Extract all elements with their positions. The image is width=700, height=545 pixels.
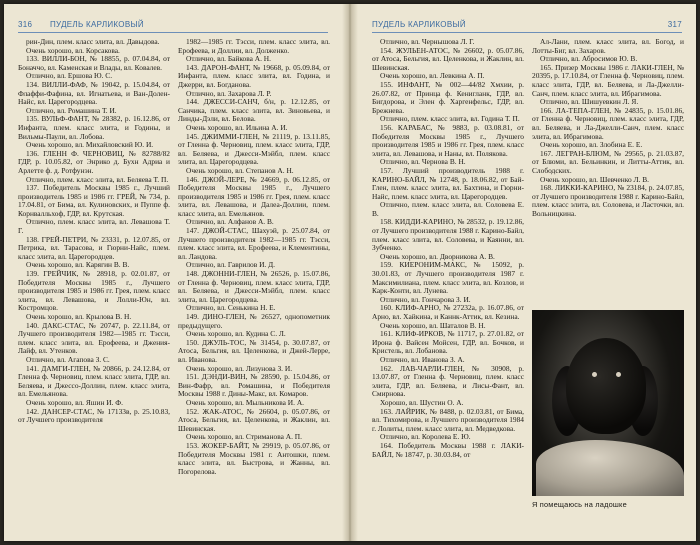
text-paragraph: 157. Лучший производитель 1988 г. КАРИНО-БАЙЛ, № 12748, р. 18.06.82, от Бай-Глен, плем. класс элита, вл. Бахтина, и Гюрни-Найс, плем. класс элита, вл. Царегородцев. bbox=[372, 165, 524, 201]
text-paragraph: Очень хорошо, вл. Степанов А. Н. bbox=[186, 165, 294, 175]
left-column-1 bbox=[18, 38, 170, 531]
text-paragraph: Отлично, вл. Абросимов Ю. В. bbox=[540, 54, 638, 64]
text-paragraph: 161. КЛИФ-ИРКОВ, № 11717, р. 27.01.82, от Ирона ф. Вайсен Мойсен, ГДР, вл. Бочков, и Кристель, вл. Лобанова. bbox=[372, 329, 524, 356]
text-paragraph: Отлично, вл. Гончарова З. И. bbox=[380, 294, 471, 304]
text-paragraph: Очень хорошо, вл. Лизунова З. И. bbox=[186, 363, 293, 373]
text-paragraph: Отлично, вл. Иванова З. А. bbox=[380, 354, 465, 364]
text-paragraph: 165. Призер Москвы 1986 г. ЛАКИ-ГЛЕН, № 20395, р. 17.10.84, от Гленна ф. Черновиц, плем. класс элита, ГДР, вл. Беляева, и Ла-Джелли-Санч, плем. класс элита, вл. Ибрагимова. bbox=[532, 62, 684, 98]
text-paragraph: 138. ГРЕЙ-ПЕТРИ, № 23331, р. 12.07.85, от Петрика, вл. Тарасова, и Гюрни-Найс, плем. класс элита, вл. Царегородцев. bbox=[18, 234, 170, 261]
right-columns bbox=[372, 38, 686, 531]
right-running-head bbox=[372, 20, 682, 33]
right-page bbox=[358, 4, 696, 541]
text-paragraph: Отлично, плем. класс элита, вл. Соловева Е. В. bbox=[372, 200, 524, 218]
poodle-photo bbox=[532, 310, 684, 496]
text-paragraph: Отлично, вл. Байкова А. Н. bbox=[186, 54, 271, 64]
text-paragraph: Отлично, плем. класс элита, вл. Година Т. П. bbox=[380, 114, 520, 124]
text-paragraph: Отлично, вл. Ромашина Т. И. bbox=[26, 105, 117, 115]
text-paragraph: Очень хорошо, вл. Стриманова А. П. bbox=[186, 432, 302, 442]
right-column-1 bbox=[372, 38, 524, 531]
text-paragraph: Очень хорошо, вл. Шевченко Л. В. bbox=[540, 174, 650, 184]
text-paragraph: 141. ДАМГИ-ГЛЕН, № 20866, р. 24.12.84, от Гленна ф. Черновиц, плем. класс элита, ГДР, вл. Беляева, и Джессо-Доллин, плем. класс элита, вл. Емельянова. bbox=[18, 363, 170, 399]
text-paragraph: 154. ЖУЛЬЕН-АТОС, № 26602, р. 05.07.86, от Атоса, Бельгия, вл. Целенкова, и Жаклин, вл. Шевинская. bbox=[372, 45, 524, 72]
text-paragraph: 136. ГЛЕНН Ф. ЧЕРНОВИЦ, № 82788/82 ГДР, р. 10.05.82, от Энрико д. Бухн Адриа и Арлетте ф. д. Ротфунэн. bbox=[18, 148, 170, 175]
text-paragraph: Отлично, плем. класс элита, вл. Левашова Т. Г. bbox=[18, 217, 170, 236]
text-paragraph: 149. ДИНО-ГЛЕН, № 26527, однопометник предыдущего. bbox=[178, 312, 330, 330]
text-paragraph: 145. ДЖИММИ-ГЛЕН, № 21119, р. 13.11.85, от Гленна ф. Черновиц, плем. класс элита, ГДР, вл. Беляева, и Джесси-Мэйбл, плем. класс элита, вл. Царегородцева. bbox=[178, 131, 330, 167]
text-paragraph: Очень хорошо, вл. Михайловский Ю. И. bbox=[26, 140, 154, 150]
text-paragraph: 139. ГРЕЙЧИК, № 28918, р. 02.01.87, от Победителя Москвы 1985 г., Лучшего производителя 1985 и 1986 гг. Грея, плем. класс элита, вл. Левашова, и Лолли-Юн, вл. Костромцов. bbox=[18, 269, 170, 313]
left-columns bbox=[18, 38, 332, 531]
text-paragraph: 144. ДЖЕССИ-САНЧ, б/н, р. 12.12.85, от Санчика, плем. класс элита, вл. Зиновьева, и Линды-Дэли, вл. Белова. bbox=[178, 97, 330, 124]
right-running-title: ПУДЕЛЬ КАРЛИКОВЫЙ bbox=[372, 20, 466, 29]
text-paragraph: 155. ИНФАНТ, № 002—44/82 Хмхии, р. 26.07.82, от Принца ф. Кенигланк, ГДР, вл. Бигдорова, и Элен ф. Харгенфельс, ГДР, вл. Брежнева. bbox=[372, 79, 524, 115]
text-paragraph: Отлично, вл. Алфанов А. В. bbox=[186, 217, 274, 227]
text-paragraph: 166. ЛА-ТЕПА-ГЛЕН, № 24835, р. 15.01.86, от Гленна ф. Черновиц, плем. класс элита, ГДР, вл. Беляева, и Ла-Джелли-Санч, плем. класс элита, вл. Ибрагимова. bbox=[532, 105, 684, 141]
hand-palm bbox=[536, 440, 684, 496]
text-paragraph: Очень хорошо, вл. Шаталов В. Н. bbox=[380, 320, 486, 330]
text-paragraph: 140. ДАКС-СТАС, № 20747, р. 22.11.84, от Лучшего производителя 1982—1985 гг. Тэсси, плем. класс элита, вл. Ерофеева, и Джения-Лайф, вл. Утенков. bbox=[18, 320, 170, 356]
text-paragraph: 167. ЛЕГРАН-БЛЮМ, № 29565, р. 21.03.87, от Блюми, вл. Бельинкин, и Литты-Аттик, вл. Слободских. bbox=[532, 148, 684, 175]
poodle-eye-left bbox=[592, 372, 597, 377]
text-paragraph: Очень хорошо, вл. Ильина А. И. bbox=[186, 122, 288, 132]
right-column-2 bbox=[532, 38, 684, 274]
text-paragraph: 158. КИДДИ-КАРИНО, № 28532, р. 19.12.86, от Лучшего производителя 1988 г. Карино-Байл, плем. класс элита, вл. Соловева, и Каянни, вл. Зубченко. bbox=[372, 217, 524, 253]
text-paragraph: 151. ДЭНДИ-ВИН, № 28590, р. 15.04.86, от Вин-Фафр, вл. Ромашина, и Победителя Москвы 1988 г. Дины-Макс, вл. Комаров. bbox=[178, 372, 330, 399]
text-paragraph: Очень хорошо, вл. Карягин В. В. bbox=[26, 260, 130, 270]
text-paragraph: 164. Победитель Москвы 1988 г. ЛАКИ-БАЙЛ, № 18747, р. 30.03.84, от bbox=[372, 440, 524, 459]
text-paragraph: 133. ВИЛЛИ-БОН, № 18855, р. 07.04.84, от Боначчо, вл. Каменская и Влады, вл. Ковалев. bbox=[18, 54, 170, 72]
text-paragraph: 146. ДЖОЙ-ЛЕРЕ, № 24669, р. 06.12.85, от Победителя Москвы 1985 г., Лучшего производителя 1985 и 1986 гг. Грея, плем. класс элита, вл. Левашова, и Далеа-Доллии, плем. класс элита, вл. Емельянов. bbox=[178, 174, 330, 218]
text-paragraph: 135. ВУЛЬФ-ФАНТ, № 28382, р. 16.12.86, от Инфанта, плем. класс элита, и Годины, и Вильмы-Паули, вл. Лобова. bbox=[18, 114, 170, 141]
text-paragraph: Отлично, вл. Чернова В. Н. bbox=[380, 157, 466, 167]
text-paragraph: Очень хорошо, вл. Левкина А. П. bbox=[380, 71, 485, 81]
right-page-number: 317 bbox=[667, 20, 682, 29]
text-paragraph: 168. ЛИККИ-КАРИНО, № 23184, р. 24.07.85, от Лучшего производителя 1988 г. Карино-Байл, плем. класс элита, вл. Соловева, и Ласточки, вл. Вольницкина. bbox=[532, 183, 684, 218]
text-paragraph: 150. ДЖУЛЬ-ТОС, № 31454, р. 30.07.87, от Атоса, Бельгия, вл. Целенкова, и Джей-Лерре, вл. Иванова. bbox=[178, 337, 330, 364]
photo-caption: Я помещаюсь на ладошке bbox=[532, 500, 627, 509]
text-paragraph: рин-Дин, плем. класс элита, вл. Давыдова. bbox=[26, 38, 160, 46]
text-paragraph: 159. КИЕРОНИМ-МАКС, № 15092, р. 30.01.83, от Лучшего производителя 1987 г. Максимилиана, плем. класс элита, вл. Козлов, и Карк-Конти, вл. Лунева. bbox=[372, 260, 524, 296]
text-paragraph: Отлично, вл. Гаврилов И. Д. bbox=[186, 260, 276, 270]
text-paragraph: 137. Победитель Москвы 1985 г., Лучший производитель 1985 и 1986 гг. ГРЕЙ, № 734, р. 17.04.81, от Бима, вл. Кулиновских, и Пуппе ф. Корнвалльхоф, ГДР, вл. Крутская. bbox=[18, 183, 170, 218]
text-paragraph: Отлично, вл. Чернышова Л. Г. bbox=[380, 38, 475, 46]
text-paragraph: 142. ДАНСЕР-СТАС, № 17133в, р. 25.10.83, от Лучшего производителя bbox=[18, 406, 170, 425]
text-paragraph: Очень хорошо, вл. Злобина Е. Е. bbox=[540, 140, 643, 150]
text-paragraph: Отлично, вл. Королева Е. Ю. bbox=[380, 432, 471, 442]
text-paragraph: Очень хорошо, вл. Дворникова А. В. bbox=[380, 251, 495, 261]
text-paragraph: Отлично, вл. Агапова З. С. bbox=[26, 354, 110, 364]
text-paragraph: Отлично, вл. Захарова Л. Р. bbox=[186, 88, 272, 98]
text-paragraph: 156. КАРАБАС, № 9883, р. 03.08.81, от Победителя Москвы 1985 г., Лучшего производителя 1985 и 1986 гг. Грея, плем. класс элита, вл. Левашова, и Наны, вл. Полякова. bbox=[372, 122, 524, 158]
text-paragraph: Очень хорошо, вл. Корсакова. bbox=[26, 45, 120, 55]
left-page bbox=[4, 4, 342, 541]
text-paragraph: Ал-Лани, плем. класс элита, вл. Богод, и Лотты-Биг, вл. Захаров. bbox=[532, 38, 684, 55]
left-page-number: 316 bbox=[18, 20, 33, 29]
text-paragraph: 162. ЛАВ-ЧАРЛИ-ГЛЕН, № 30908, р. 13.07.87, от Гленна ф. Черновиц, плем. класс элита, ГДР, вл. Беляева, и Лисы-Фант, вл. Смирнова. bbox=[372, 363, 524, 399]
left-running-title: ПУДЕЛЬ КАРЛИКОВЫЙ bbox=[50, 20, 144, 29]
text-paragraph: Отлично, вл. Шишуевкин Л. Я. bbox=[540, 97, 639, 107]
text-paragraph: 163. ЛАЙРИК, № 8488, р. 02.03.81, от Бима, вл. Тихомирова, и Лучшего производителя 1984 г. Лолиты, плем. класс элита, вл. Медведкова. bbox=[372, 406, 524, 433]
text-paragraph: Отлично, вл. Ершова Ю. С. bbox=[26, 71, 113, 81]
text-paragraph: 148. ДЖОННИ-ГЛЕН, № 26526, р. 15.07.86, от Гленна ф. Черновиц, плем. класс элита, ГДР, вл. Беляева, и Джесси-Мэйбл, плем. класс элита, вл. Царегородцева. bbox=[178, 269, 330, 304]
text-paragraph: 153. ЖОКЕР-БАЙТ, № 29919, р. 05.07.86, от Победителя Москвы 1981 г. Антошки, плем. класс элита, вл. Быстрова, и Жанны, вл. Погорелова. bbox=[178, 440, 330, 476]
poodle-eye-right bbox=[616, 372, 621, 377]
text-paragraph: Хорошо, вл. Шустин О. А. bbox=[380, 397, 464, 407]
text-paragraph: Очень хорошо, вл. Мыльникова И. А. bbox=[186, 397, 305, 407]
text-paragraph: Очень хорошо, вл. Яшин И. Ф. bbox=[26, 397, 123, 407]
text-paragraph: 143. ДАРОН-ФАНТ, № 19668, р. 05.09.84, от Инфанта, плем. класс элита, вл. Година, и Джерри, вл. Богданова. bbox=[178, 62, 330, 89]
book-spread bbox=[4, 4, 696, 541]
text-paragraph: Отлично, плем. класс элита, вл. Беляева Т. П. bbox=[26, 174, 169, 184]
text-paragraph: 134. ВИЛЛИ-ФАФ, № 19042, р. 15.04.84, от Флаффи-Фафина, вл. Игнатьева, и Ван-Долен-Найс, вл. Царегородцева. bbox=[18, 79, 170, 107]
text-paragraph: 147. ДЖОЙ-СТАС, Шахуэй, р. 25.07.84, от Лучшего производителя 1982—1985 гг. Тэсси, плем. класс элита, вл. Ерофеева, и Клементины, вл. Ландова. bbox=[178, 226, 330, 261]
left-column-2 bbox=[178, 38, 330, 531]
text-paragraph: Очень хорошо, вл. Кудина С. Л. bbox=[186, 329, 286, 339]
book-gutter bbox=[342, 4, 358, 541]
text-paragraph: Отлично, вл. Сенькина Н. Е. bbox=[186, 303, 276, 313]
poodle-head bbox=[566, 338, 646, 434]
text-paragraph: 1982—1985 гг. Тэсси, плем. класс элита, вл. Ерофеева, и Доллии, вл. Долженко. bbox=[178, 38, 330, 55]
text-paragraph: 160. КЛИФ-АРНО, № 27232а, р. 16.07.86, от Арно, вл. Хайкина, и Каннк-Аттик, вл. Кезина. bbox=[372, 303, 524, 321]
text-paragraph: Очень хорошо, вл. Крылова В. Н. bbox=[26, 312, 132, 321]
left-running-head bbox=[18, 20, 328, 33]
text-paragraph: 152. ЖАК-АТОС, № 26604, р. 05.07.86, от Атоса, Бельгия, вл. Целенкова, и Жаклин, вл. Шевинская. bbox=[178, 406, 330, 433]
